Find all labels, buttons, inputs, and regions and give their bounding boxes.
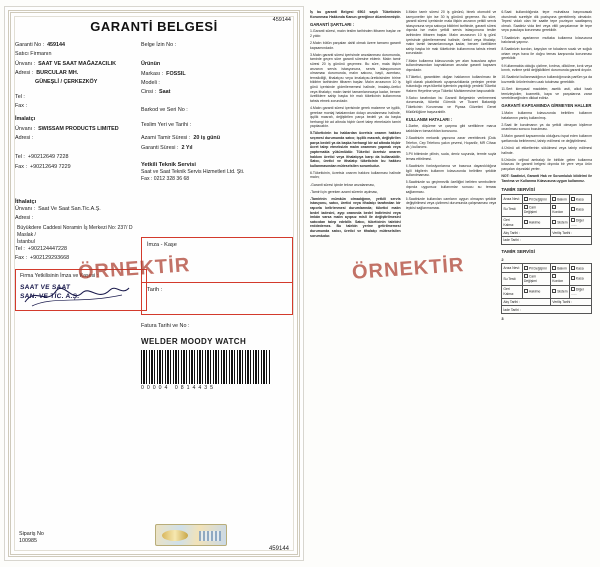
field-importer-address-city: İstanbul xyxy=(17,238,35,245)
serial-bottom: 459144 xyxy=(268,546,289,552)
watermark-right: ÖRNEKTİR xyxy=(351,254,466,284)
importer-block: İthalatçı Ünvanı : Saat Ve Saat San.Tic.A.Ş. Adresi : Büyükdere Caddesi Noramin İş Merkezi No: 237/ D Maslak / İstanbul Tel : +902124447228 Fax : +902129293668 xyxy=(15,198,133,262)
terms3-item-3: 8.Saatinizin kordon, kayışları ve tokaların sıcak ve soğuk ortam veya hava ile doğru temas karşısında korunması gereklidir. xyxy=(501,47,593,61)
svc2-kordon-check[interactable] xyxy=(552,274,556,278)
date-label: Tarih : xyxy=(147,287,163,294)
warranty-certificate-panel xyxy=(4,6,304,561)
service-record-2 xyxy=(501,249,592,314)
svc1-alis-label[interactable]: Alış Tarihi : xyxy=(502,229,551,237)
terms-item-6b: -Tamiri için gereken azami sürenin aşılması, xyxy=(310,189,379,194)
field-importer-address: Adresi : xyxy=(15,215,34,222)
terms2-item-1: 6.Malın tamir süresi 20 iş gününü, binek otomobil ve kamyonetler için ise 30 iş gününü geçemez. Bu süre, garanti süresi içerisinde mala ilişkin arızanın yetkili servis istasyonuna veya satıcıya bildirimi tarihinde, garanti süresi dışında ise malın yetkili servis istasyonuna teslim tarihinden itibaren başlar. Malın arızasının 10 iş günü içerisinde giderilememesi halinde, üretici veya ithalatçı; malın tamiri tamamlanıncaya kadar, benzer özelliklere sahip başka bir malı tüketicinin kullanımına tahsis etmek zorundadır. xyxy=(405,10,497,56)
svc2-veris-label[interactable]: Veriliş Tarihi : xyxy=(551,298,592,306)
excluded-heading: GARANTİ KAPSAMINDA GİRMEYEN HALLER xyxy=(501,103,592,109)
field-seller-tel: Tel : xyxy=(15,93,25,100)
usage-item-5: 5.Saatinizde su geçirmezlik özelliğini belirten sembollerin dışında uygunsuz kullanımlar sonucu su teması sağlanması. xyxy=(405,180,497,194)
field-manufacturer-heading: İmalatçı xyxy=(15,116,36,123)
svc2-diger-label: Diğer ...... xyxy=(570,287,585,296)
terms-intro: İş bu garanti Belgesi 6502 sayılı Tüketicinin Korunması Hakkında Kanun gereğince düzenlenmiştir. xyxy=(310,10,401,19)
usage-item-2: 2.Saatinizin mekanik yapısına zarar verebilecek (Dolu Telefon, Cep Telefonu yakın çevresi, Hoparlör, MR Cihazı vb.) kullanımı. xyxy=(405,136,497,150)
terms-item-5: 5.Tüketicinin bu haklardan ücretsiz onarım hakkını seçmesi durumunda satıcı; işçilik masrafı, değiştirilen parça bedeli ya da başka herhangi bir ad altında hiçbir ücret talep etmeksizin malın onarımını yapmak veya yaptırmakla yükümlüdür. Tüketici ücretsiz onarım hakkını üretici veya ithalatçıya karşı da kullanabilir. Satıcı, üretici ve ithalatçı tüketicinin bu hakkını kullanmasından müteselsilen sorumludur. xyxy=(310,131,401,168)
service-table-1[interactable] xyxy=(501,194,592,245)
field-seller-address-2: GÜNEŞLİ / ÇERKEZKÖY xyxy=(35,79,98,86)
order-value: 100985 xyxy=(19,538,37,545)
svc1-hakime-label: Hakime xyxy=(528,220,541,225)
watermark-left: ÖRNEKTİR xyxy=(77,254,192,284)
svc2-kordon-label: Kordon xyxy=(552,279,564,284)
service-title-1: TAMİR SERVİSİ xyxy=(501,187,535,193)
terms-column-2 xyxy=(406,10,497,557)
field-seller-address: Adresi : BURCULAR MH. xyxy=(15,69,79,76)
svc2-bakim-check[interactable] xyxy=(552,266,556,270)
company-signature-line2: SAN. VE TİC. A.Ş. xyxy=(19,292,80,300)
svc2-cam-check[interactable] xyxy=(524,274,528,278)
terms3-item-4: 9.Kullanmakta olduğu çizilme, kırılma, dökülme, kırık veya kırıntı, ezilme şekil değişiklikleri durumunda garanti dışıdır. xyxy=(501,63,593,73)
svc1-kasa-label: Kasa xyxy=(575,197,584,202)
svc1-diger-check[interactable] xyxy=(571,218,575,222)
field-seller-heading: Satıcı Firmanın xyxy=(15,51,52,58)
terms-item-3: 3.Malın garanti süresi içerisinde arızalanması durumunda, tamirde geçen süre garanti süresine eklenir. Malın tamir süresi 20 iş gününü geçemez. Bu süre, mala ilişkin arızanın servis istasyonuna, servis istasyonunun olmaması durumunda, malın satıcısı, bayii, acentası, temsilciliği, ithalatçısı veya imalatçısı-üreticisinden birine bildirim tarihinden itibaren başlar. Malın arızasının 10 iş günü içerisinde giderilememesi halinde, imalatçı-üretici veya ithalatçı; malın tamiri tamamlanıncaya kadar, benzer özelliklere sahip başka bir malı tüketicinin kullanımına tahsis etmek zorundadır. xyxy=(310,52,401,103)
page-title: GARANTİ BELGESİ xyxy=(90,19,218,34)
barcode-image xyxy=(141,350,271,384)
svc1-kasa-check[interactable] xyxy=(571,197,575,201)
excluded-item-2: 2.Saat ile kurulmanın ya da yetkili olmayan kişilerce onarılması sonucu bozulması. xyxy=(501,122,593,132)
field-barcode-serial: Barkod ve Seri No : xyxy=(141,106,188,113)
terms-heading: GARANTİ ŞARTLARI : xyxy=(310,21,354,27)
field-importer-title: Ünvanı : Saat Ve Saat San.Tic.A.Ş. xyxy=(15,205,101,212)
authorized-service-block: Yetkili Teknik Servisi Saat ve Saat Teknik Servis Hizmetleri Ltd. Şti. Fax : 0212 328 36 68 xyxy=(141,162,293,183)
svc2-hakime-label: Hakime xyxy=(528,289,541,294)
terms-item-4: 4.Malın garanti süresi içerisinde gerek malzeme ve işçilik, gerekse montaj hatalarından dolayı arızalanması halinde, işçilik masrafı, değiştirilen parça bedeli ya da başka herhangi bir ad altında hiçbir ücret talep etmeksizin tamiri yapılacaktır. xyxy=(310,105,401,129)
terms2-item-2: 7.Malın kullanma kılavuzunda yer alan hususlara aykırı kullanılmasından kaynaklanan arızalar garanti kapsamı dışındadır. xyxy=(405,58,497,72)
terms-item-2: 2.Malın bütün parçaları dahil olmak üzere tamamı garanti kapsamındadır. xyxy=(310,40,401,50)
svc2-su-label: Su Testi: xyxy=(502,272,523,285)
svc1-pil-label: Pil Değişimi xyxy=(528,197,547,202)
hologram-pattern xyxy=(199,531,221,541)
product-fields-column xyxy=(141,42,293,391)
final-note: NOT: Saatinizi, Garanti Hak ve Sorumluluk bildirimi ile Tanıtma ve Kullanma Kılavuzuna uygun kullanınız. xyxy=(501,174,593,183)
terms-panel xyxy=(304,6,596,561)
svc2-kasa2-label: Kasa xyxy=(575,276,584,281)
field-seller-title: Ünvanı : SAAT VE SAAT MAĞAZACILIK xyxy=(15,60,117,67)
terms-item-6a: -Garanti süresi içinde tekrar arızalanması, xyxy=(310,182,375,187)
service-no-3: 3 xyxy=(501,316,504,322)
excluded-item-3: 3.Malın garanti kapsamında olduğunu ispat eden kullanım şartlarında belirlemesi, tahrip edilmesi ve değiştirilmesi. xyxy=(501,134,593,143)
field-importer-tel: Tel : +902124447228 xyxy=(15,245,68,252)
usage-item-1: 1.Darbe, düşürme ve çarpma gibi sertlikleve maruz kaldıkların tomaz/ıtılan konusunu. xyxy=(405,124,497,133)
terms2-item-3: 8.Tüketici, garantiden doğan haklarının kullanılması ile ilgili olarak çıkabilecek uyuşmazlıklarda yerleşim yerinin bulunduğu veya tüketici işleminin yapıldığı yerdeki Tüketici Hakem Heyetine veya Tüketici Mahkemesine başvurabilir. xyxy=(405,74,497,93)
svc1-kordon-check[interactable] xyxy=(552,205,556,209)
svc1-ariza-label: Arıza Nevi: xyxy=(502,195,523,203)
svc2-kasa-check[interactable] xyxy=(571,266,575,270)
svc1-cam-label: Cam Değişimi xyxy=(523,205,537,214)
field-model: Modeli : xyxy=(141,79,160,86)
field-max-repair: Azami Tamir Süresi : 20 iş günü xyxy=(141,135,220,142)
terms3-item-2: 7.Saatinizin ayarlarının mutlaka kullanma kılavuzuna bakılarak yapınız. xyxy=(501,35,593,45)
terms3-item-6: 11.Sert kimyasal maddeler, asetik asit, alkol bazlı temizleyiciler, kozmetik, kaya ve parçalarına zarar verebileceğinden dikkat ediniz. xyxy=(501,87,593,101)
svc2-pil-label: Pil Değişimi xyxy=(528,266,547,271)
svc2-diger-check[interactable] xyxy=(571,287,575,291)
field-brand: Markası : FOSSIL xyxy=(141,70,186,77)
company-signature-box[interactable] xyxy=(15,269,147,311)
barcode-number: 00004 0814435 xyxy=(141,385,217,392)
field-manufacturer-tel: Tel : +90212649 7228 xyxy=(15,154,69,161)
terms-column-1 xyxy=(310,10,401,557)
excluded-item-1: 1.Malın kullanma kılavuzunda belirtilen kullanım hatalarının yanlış kullanılmış. xyxy=(501,110,593,120)
field-garanti-no: Garanti No : 459144 xyxy=(15,42,66,48)
terms-item-1: 1.Garanti süresi, malın teslim tarihinden itibaren başlar ve 2 yıldır. xyxy=(310,29,401,38)
service-record-1 xyxy=(501,187,592,245)
field-importer-address-value: Büyükdere Caddesi Noramin İş Merkezi No: 237/ D Maslak / xyxy=(17,224,133,238)
service-title-2: TAMİR SERVİSİ xyxy=(501,249,535,255)
svc1-cam-check[interactable] xyxy=(524,205,528,209)
brand-line: WELDER MOODY WATCH xyxy=(141,337,247,347)
svc2-pil-check[interactable] xyxy=(524,266,528,270)
terms-column-3 xyxy=(501,10,592,557)
terms-item-6: 6.Tüketicinin, ücretsiz onarım hakkını kullanması halinde malın; xyxy=(310,170,401,180)
terms-item-6c: -Tamirinin mümkün olmadığının, yetkili servis istasyonu, satıcı, üretici veya ithalatçı tarafından bir raporla belirlenmesi durumlarında; tüketici malın bedel iadesini, ayıp oranında bedel indirimini veya imkân varsa malın ayıpsız misli ile değiştirilmesini satıcıdan talep edebilir. Satıcı, tüketicinin talebini reddedemez. Bu talebin yerine getirilmemesi durumunda satıcı, üretici ve ithalatçı müteselsilen sorumludur. xyxy=(310,196,401,238)
field-warranty-period: Garanti Süresi : 2 Yıl xyxy=(141,144,193,151)
svc1-sistem-check[interactable] xyxy=(552,220,556,224)
terms3-item-1: 6.Saat kullanıldığında tepe muhafaza başınıcasak oturulmak suretiyle dik pozisyona gerektirmiş olmalıdır. Tepesi vidalı olan bir saatte tepe pozisyon saatlaşmış olmalı. Saatiniz vida ileri veya vitili parçalarınar ile tepe veya pusulaya korunması gereklidir. xyxy=(501,10,593,33)
svc1-geri-label: Geri Kalma: xyxy=(502,216,523,229)
svc2-kasa-label: Kasa xyxy=(575,266,584,271)
field-manufacturer-fax: Fax : +90212649 7229 xyxy=(15,163,71,170)
excluded-item-5: 5.Ürünün orijinal ambalajı ile birlikte gelen kullanma kılavuzu ile garanti belgesi dışında bir yere veya ürün parçaları dışındaki yerler. xyxy=(501,157,593,171)
usage-item-6: 6.Saatinizde kullanılan camların uygun olmayan şekilde değiştirilmesi veya çizilmesi durumunda çalışmaması veya tepkisi sağlanmaması. xyxy=(405,196,497,210)
field-product-heading: Ürünün xyxy=(141,61,161,68)
seller-fields-column xyxy=(15,42,133,391)
svc1-kasa2-check[interactable] xyxy=(571,207,575,211)
terms2-item-4: 9.Satıcı tarafından bu Garanti Belgesinin verilmemesi durumunda, tüketici Gümrük ve Ticaret Bakanlığı Tüketicinin Korunması ve Piyasa Gözetimi Genel Müdürlüğüne başvurabilir. xyxy=(405,95,497,114)
excluded-item-4: 4.Ürünü ait etiketlerinin sökülmesi veya tahrip edilmesi halinde. xyxy=(501,146,593,155)
svc1-bakim-label: Bakım xyxy=(557,197,567,202)
svc2-iade-label[interactable]: İade Tarihi : xyxy=(502,306,592,314)
field-permit-no: Belge İzin No : xyxy=(141,42,177,48)
order-number-block xyxy=(19,531,44,546)
usage-item-4: 4.Saatinizin fonksiyonlarına ve basınca dayanıklılığına ilgili bilgilerin kullanım kılavuzunda belirtilen şekilde kullanılmaması. xyxy=(405,164,497,178)
svc1-kordon-label: Kordon xyxy=(552,209,564,214)
svc1-kasa2-label: Kasa xyxy=(575,207,584,212)
svc2-kasa2-check[interactable] xyxy=(571,276,575,280)
service-no-2: 2 xyxy=(501,257,504,263)
svc1-sistem-label: Sistem xyxy=(557,220,568,225)
svc2-bakim-label: Bakım xyxy=(557,266,567,271)
stamp-label: İmza - Kaşe xyxy=(147,242,177,249)
svc2-alis-label[interactable]: Alış Tarihi : xyxy=(502,298,551,306)
svc1-diger-label: Diğer ...... xyxy=(570,218,585,227)
svc2-ariza-label: Arıza Nevi: xyxy=(502,264,523,272)
svc1-hakime-check[interactable] xyxy=(524,220,528,224)
serial-top: 459144 xyxy=(272,17,291,23)
svc1-veris-label[interactable]: Veriliş Tarihi : xyxy=(551,229,592,237)
terms3-item-5: 10.Saatinizi kullanmadığınızı kullandığınızda parfüm ya da kozmetik ürünlerinden uzak tutulması gereklidir. xyxy=(501,75,593,84)
stamp-and-date-box[interactable] xyxy=(141,237,293,315)
hologram-sticker xyxy=(155,524,227,546)
field-delivery: Teslim Yeri ve Tarihi : xyxy=(141,121,192,128)
field-seller-fax: Fax : xyxy=(15,102,27,109)
field-invoice: Fatura Tarihi ve No : xyxy=(141,323,190,330)
field-manufacturer-address: Adresi : xyxy=(15,134,34,141)
service-table-2[interactable] xyxy=(501,263,592,314)
usage-item-3: 3.Pil bitiminde pilinin, suda, deniz suyunda, termle suyla temas ettirilmesi. xyxy=(405,152,497,161)
service-line-1: Saat ve Saat Teknik Servis Hizmetleri Ltd. Şti. xyxy=(141,168,245,175)
svc1-pil-check[interactable] xyxy=(524,197,528,201)
field-type: Cinsi : Saat xyxy=(141,89,171,96)
svc1-bakim-check[interactable] xyxy=(552,197,556,201)
svc1-su-label: Su Testi: xyxy=(502,203,523,216)
service-line-2: Fax : 0212 328 36 68 xyxy=(141,176,190,183)
company-signature-line1: SAAT VE SAAT xyxy=(19,284,71,292)
field-manufacturer-title: Ünvanı : SWISSAM PRODUCTS LIMITED xyxy=(15,125,119,132)
field-importer-fax: Fax : +902129293668 xyxy=(15,255,70,262)
order-label: Sipariş No xyxy=(19,530,44,537)
company-signature-label: Firma Yetkilisinin İmza ve Kaşesi : xyxy=(20,273,99,280)
svc2-hakime-check[interactable] xyxy=(524,289,528,293)
svc2-geri-label: Geri Kalma: xyxy=(502,285,523,298)
svc2-sistem-check[interactable] xyxy=(552,289,556,293)
usage-heading: KULLANIM HATALARI : xyxy=(405,116,453,122)
svc1-iade-label[interactable]: İade Tarihi : xyxy=(502,237,592,245)
svc2-cam-label: Cam Değişimi xyxy=(523,274,537,284)
svc2-sistem-label: Sistem xyxy=(557,289,568,294)
